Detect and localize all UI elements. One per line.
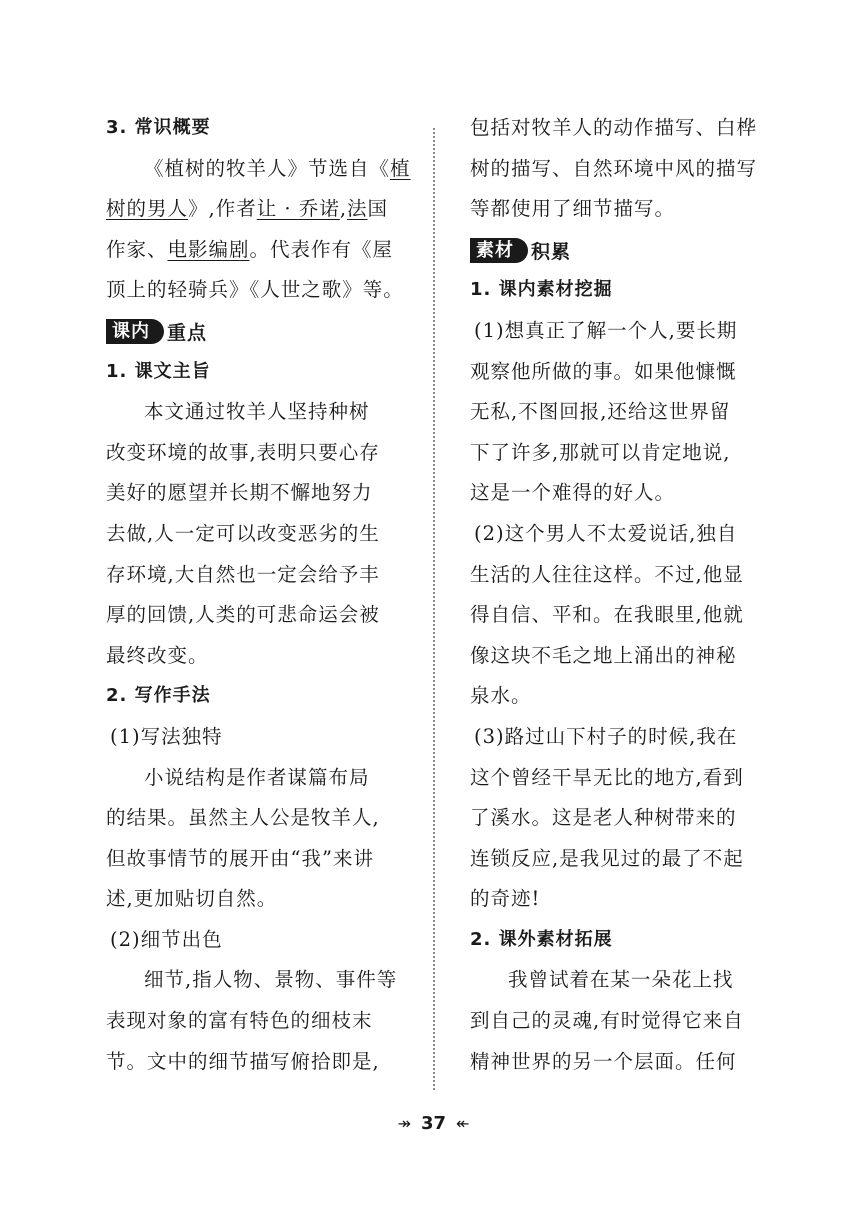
section-heading-inclass-material: 1. 课内素材挖掘 bbox=[470, 279, 613, 301]
text-line: 改变环境的故事,表明只要心存 bbox=[106, 440, 380, 464]
page-number: 37 bbox=[420, 1113, 447, 1134]
text-line: 泉水。 bbox=[470, 684, 532, 708]
subheading: (2)细节出色 bbox=[110, 927, 223, 951]
text-line: (1)想真正了解一个人,要长期 bbox=[474, 318, 738, 342]
text-line: 树的男人》,作者让 · 乔诺,法国 bbox=[106, 197, 389, 221]
text-line: 观察他所做的事。如果他慷慨 bbox=[470, 359, 737, 383]
text-line: 美好的愿望并长期不懈地努力 bbox=[106, 481, 373, 505]
column-divider bbox=[433, 128, 435, 1090]
text-line: 我曾试着在某一朵花上找 bbox=[508, 968, 734, 992]
text-line: 这个曾经干旱无比的地方,看到 bbox=[470, 765, 744, 789]
text-line: 像这块不毛之地上涌出的神秘 bbox=[470, 643, 737, 667]
text-line: 了溪水。这是老人种树带来的 bbox=[470, 806, 737, 830]
text-line: 树的描写、自然环境中风的描写 bbox=[470, 156, 758, 180]
section-heading-extra-material: 2. 课外素材拓展 bbox=[470, 928, 613, 950]
subheading: (1)写法独特 bbox=[110, 724, 223, 748]
text-line: 本文通过牧羊人坚持种树 bbox=[144, 400, 370, 424]
text-line: 的结果。虽然主人公是牧羊人, bbox=[106, 806, 380, 830]
right-column bbox=[470, 108, 760, 1082]
text-line: (3)路过山下村子的时候,我在 bbox=[474, 724, 738, 748]
text-line: 得自信、平和。在我眼里,他就 bbox=[470, 603, 744, 627]
left-column bbox=[106, 108, 411, 1082]
text-line: 表现对象的富有特色的细枝末 bbox=[106, 1009, 373, 1033]
text-line: 最终改变。 bbox=[106, 643, 209, 667]
banner-material bbox=[470, 230, 760, 271]
text-line: 但故事情节的展开由“我”来讲 bbox=[106, 846, 374, 870]
section-heading-common-knowledge: 3. 常识概要 bbox=[106, 117, 211, 138]
text-line: 作家、电影编剧。代表作有《屋 bbox=[106, 237, 394, 261]
page-footer bbox=[0, 1113, 867, 1134]
banner-text: 积累 bbox=[531, 240, 572, 263]
text-line: 等都使用了细节描写。 bbox=[470, 197, 676, 221]
text-line: 无私,不图回报,还给这世界留 bbox=[470, 400, 731, 424]
text-line: 生活的人往往这样。不过,他显 bbox=[470, 562, 744, 586]
text-line: 包括对牧羊人的动作描写、白桦 bbox=[470, 116, 758, 139]
banner-key-points bbox=[106, 311, 411, 352]
text-line: 到自己的灵魂,有时觉得它来自 bbox=[470, 1009, 744, 1033]
text-line: 这是一个难得的好人。 bbox=[470, 481, 676, 505]
text-line: 顶上的轻骑兵》《人世之歌》等。 bbox=[106, 278, 404, 302]
text-line: 下了许多,那就可以肯定地说, bbox=[470, 440, 731, 464]
text-line: 《植树的牧羊人》节选自《植 bbox=[144, 156, 411, 180]
text-line: 述,更加贴切自然。 bbox=[106, 887, 278, 911]
text-line: 节。文中的细节描写俯拾即是, bbox=[106, 1049, 380, 1073]
text-line: 小说结构是作者谋篇布局 bbox=[144, 765, 370, 789]
ornament-right-icon: ↞ bbox=[456, 1114, 470, 1133]
text-line: 存环境,大自然也一定会给予丰 bbox=[106, 562, 380, 586]
text-line: 连锁反应,是我见过的最了不起 bbox=[470, 846, 744, 870]
text-line: 的奇迹! bbox=[470, 887, 541, 911]
banner-tag: 素材 bbox=[470, 238, 528, 263]
text-line: 精神世界的另一个层面。任何 bbox=[470, 1049, 737, 1073]
banner-tag: 课内 bbox=[106, 319, 164, 344]
section-heading-techniques: 2. 写作手法 bbox=[106, 685, 211, 707]
banner-text: 重点 bbox=[167, 321, 208, 344]
section-heading-theme: 1. 课文主旨 bbox=[106, 360, 211, 382]
text-line: (2)这个男人不太爱说话,独自 bbox=[474, 521, 738, 545]
text-line: 去做,人一定可以改变恶劣的生 bbox=[106, 521, 380, 545]
text-line: 细节,指人物、景物、事件等 bbox=[144, 968, 398, 992]
ornament-left-icon: ↠ bbox=[397, 1114, 411, 1133]
text-line: 厚的回馈,人类的可悲命运会被 bbox=[106, 603, 380, 627]
